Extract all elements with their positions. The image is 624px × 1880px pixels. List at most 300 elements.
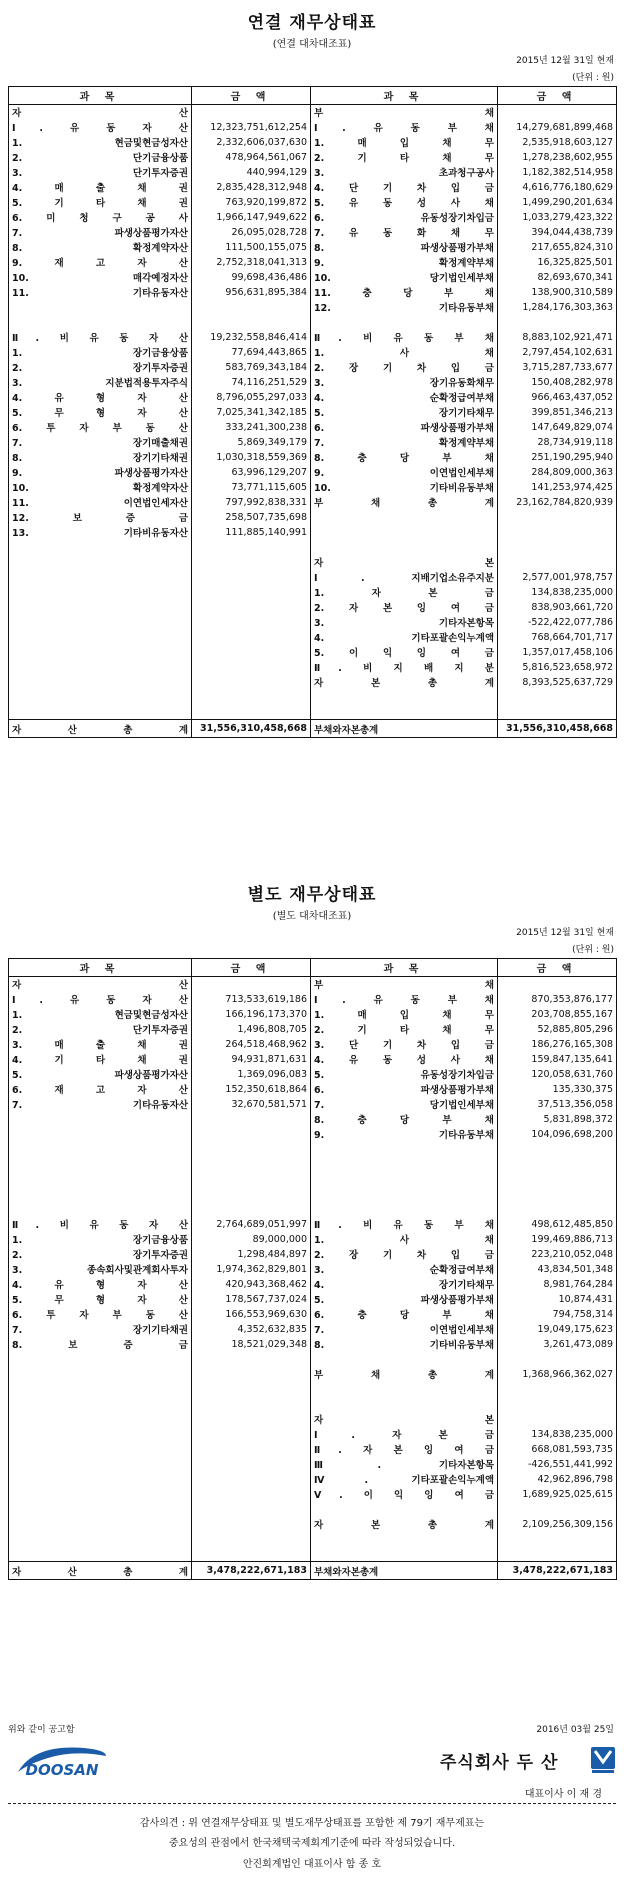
total-liab-equity-label: 부채와자본총계 xyxy=(311,1562,498,1580)
total-liab-equity-label: 부채와자본총계 xyxy=(311,720,498,738)
asset-account: Ⅱ. 비 유 동 자 산 xyxy=(9,1217,192,1232)
liab-amount: 134,838,235,000 xyxy=(531,586,613,598)
table-row xyxy=(9,1337,617,1352)
liab-account: 5. 장기기타채무 xyxy=(311,405,498,420)
header-account: 과 목 xyxy=(311,959,498,977)
liab-account: 11. 충 당 부 채 xyxy=(311,285,498,300)
liab-amount: 794,758,314 xyxy=(552,1308,613,1320)
liab-account: 3. 기타자본항목 xyxy=(311,615,498,630)
asset-amount: 166,553,969,630 xyxy=(192,1307,311,1322)
table-row xyxy=(9,1322,617,1337)
asset-account xyxy=(9,600,192,615)
liab-amount: 43,834,501,348 xyxy=(537,1263,613,1275)
table-row xyxy=(9,1412,617,1427)
table-row xyxy=(9,465,617,480)
asset-amount xyxy=(192,1187,311,1202)
table-row xyxy=(9,360,617,375)
liab-amount: 14,279,681,899,468 xyxy=(516,121,613,133)
liab-account: Ⅳ. 기타포괄손익누계액 xyxy=(311,1472,498,1487)
asset-amount xyxy=(192,105,311,120)
asset-account: 2. 장기투자증권 xyxy=(9,360,192,375)
table-row xyxy=(9,510,617,525)
asset-amount xyxy=(192,1397,311,1412)
total-liab-equity-value: 31,556,310,458,668 xyxy=(498,720,617,738)
header-account: 과 목 xyxy=(9,87,192,105)
consolidated-title: 연결 재무상태표 xyxy=(247,13,377,33)
header-account: 과 목 xyxy=(9,959,192,977)
asset-amount: 73,771,115,605 xyxy=(192,480,311,495)
table-row xyxy=(9,1247,617,1262)
asset-amount: 2,764,689,051,997 xyxy=(192,1217,311,1232)
asset-amount: 2,332,606,037,630 xyxy=(192,135,311,150)
table-row xyxy=(9,660,617,675)
asset-amount: 1,298,484,897 xyxy=(192,1247,311,1262)
liab-account xyxy=(311,540,498,555)
asset-amount: 1,369,096,083 xyxy=(192,1067,311,1082)
asset-account: 1. 현금및현금성자산 xyxy=(9,135,192,150)
liab-account: 4. 유 동 성 사 채 xyxy=(311,1052,498,1067)
liab-account: 부 채 xyxy=(311,105,498,120)
liab-account: 7. 유 동 화 채 무 xyxy=(311,225,498,240)
table-row xyxy=(9,1052,617,1067)
asset-account xyxy=(9,1457,192,1472)
asset-account: 3. 단기투자증권 xyxy=(9,165,192,180)
asset-amount: 420,943,368,462 xyxy=(192,1277,311,1292)
asset-account xyxy=(9,1397,192,1412)
liab-amount: 1,278,238,602,955 xyxy=(522,151,613,163)
table-row xyxy=(9,585,617,600)
liab-account: 7. 확정계약부채 xyxy=(311,435,498,450)
table-row xyxy=(9,435,617,450)
liab-account: 2. 기 타 채 무 xyxy=(311,1022,498,1037)
asset-amount: 89,000,000 xyxy=(192,1232,311,1247)
asset-account xyxy=(9,1427,192,1442)
separate-unit: (단위 : 원) xyxy=(572,945,614,955)
asset-amount: 178,567,737,024 xyxy=(192,1292,311,1307)
liab-account: 부 채 총 계 xyxy=(311,1367,498,1382)
liab-amount: 147,649,829,074 xyxy=(531,421,613,433)
header-amount: 금 액 xyxy=(498,959,617,977)
table-row xyxy=(9,1112,617,1127)
liab-account: 6. 파생상품평가부채 xyxy=(311,1082,498,1097)
asset-account xyxy=(9,630,192,645)
doosan-logo xyxy=(14,1742,110,1782)
liab-account: 6. 파생상품평가부채 xyxy=(311,420,498,435)
table-row xyxy=(9,105,617,120)
asset-account: 1. 장기금융상품 xyxy=(9,1232,192,1247)
table-row xyxy=(9,495,617,510)
liab-amount xyxy=(498,1532,617,1547)
asset-account: 8. 장기기타채권 xyxy=(9,450,192,465)
liab-account xyxy=(311,1142,498,1157)
table-row xyxy=(9,330,617,345)
liab-amount: 37,513,356,058 xyxy=(537,1098,613,1110)
asset-amount: 713,533,619,186 xyxy=(192,992,311,1007)
liab-account: 1. 자 본 금 xyxy=(311,585,498,600)
table-row xyxy=(9,1397,617,1412)
liab-amount: 399,851,346,213 xyxy=(531,406,613,418)
liab-account xyxy=(311,315,498,330)
liab-account: 자 본 xyxy=(311,555,498,570)
liab-amount: 5,816,523,658,972 xyxy=(522,661,613,673)
table-header-row xyxy=(9,959,617,977)
asset-account: 4. 기 타 채 권 xyxy=(9,1052,192,1067)
liab-account: 1. 매 입 채 무 xyxy=(311,1007,498,1022)
asset-amount xyxy=(192,1487,311,1502)
liab-account xyxy=(311,1172,498,1187)
liab-amount xyxy=(498,1397,617,1412)
liab-account: 5. 유동성장기차입금 xyxy=(311,1067,498,1082)
liab-amount xyxy=(498,510,617,525)
table-row xyxy=(9,705,617,720)
asset-account: 2. 단기투자증권 xyxy=(9,1022,192,1037)
liab-account: 9. 확정계약부채 xyxy=(311,255,498,270)
liab-amount: 1,033,279,423,322 xyxy=(522,211,613,223)
table-row xyxy=(9,1517,617,1532)
asset-account xyxy=(9,555,192,570)
liab-amount: 186,276,165,308 xyxy=(531,1038,613,1050)
table-row xyxy=(9,165,617,180)
asset-amount xyxy=(192,1547,311,1562)
asset-account: 6. 투 자 부 동 산 xyxy=(9,1307,192,1322)
liab-account: 7. 당기법인세부채 xyxy=(311,1097,498,1112)
table-row xyxy=(9,1097,617,1112)
audit-firm: 안진회계법인 대표이사 함 종 호 xyxy=(242,1859,382,1870)
asset-account xyxy=(9,1442,192,1457)
table-row xyxy=(9,1502,617,1517)
asset-account xyxy=(9,1112,192,1127)
asset-amount: 258,507,735,698 xyxy=(192,510,311,525)
liab-amount xyxy=(498,1172,617,1187)
asset-account: 9. 재 고 자 산 xyxy=(9,255,192,270)
liab-account: 6. 유동성장기차입금 xyxy=(311,210,498,225)
asset-account xyxy=(9,705,192,720)
asset-account: 3. 종속회사및관계회사투자 xyxy=(9,1262,192,1277)
audit-opinion-line-1: 감사의견 : 위 연결재무상태표 및 별도재무상태표를 포함한 제 79기 재무제표는 xyxy=(139,1818,485,1829)
table-row xyxy=(9,1367,617,1382)
table-row xyxy=(9,1202,617,1217)
asset-account: 8. 확정계약자산 xyxy=(9,240,192,255)
asset-amount: 74,116,251,529 xyxy=(192,375,311,390)
liab-account: 자 본 총 계 xyxy=(311,1517,498,1532)
asset-account: 7. 파생상품평가자산 xyxy=(9,225,192,240)
liab-account xyxy=(311,1502,498,1517)
liab-amount: 966,463,437,052 xyxy=(531,391,613,403)
liab-amount xyxy=(498,105,617,120)
liab-amount: 668,081,593,735 xyxy=(531,1443,613,1455)
table-row xyxy=(9,285,617,300)
table-row xyxy=(9,120,617,135)
asset-account xyxy=(9,1202,192,1217)
liab-account: 2. 장 기 차 입 금 xyxy=(311,360,498,375)
table-row xyxy=(9,300,617,315)
asset-amount: 4,352,632,835 xyxy=(192,1322,311,1337)
header-account: 과 목 xyxy=(311,87,498,105)
asset-account: 3. 지분법적용투자주식 xyxy=(9,375,192,390)
liab-amount: 3,261,473,089 xyxy=(543,1338,613,1350)
consolidated-date: 2015년 12월 31일 현재 xyxy=(516,56,614,66)
asset-account: 자 산 xyxy=(9,105,192,120)
liab-amount: 1,357,017,458,106 xyxy=(522,646,613,658)
liab-amount: 4,616,776,180,629 xyxy=(522,181,613,193)
liab-amount: 2,535,918,603,127 xyxy=(522,136,613,148)
table-row xyxy=(9,180,617,195)
consolidated-balance-table xyxy=(8,86,617,738)
table-row xyxy=(9,240,617,255)
table-row xyxy=(9,1037,617,1052)
liab-account: 8. 기타비유동부채 xyxy=(311,1337,498,1352)
liab-account: Ⅱ. 비 지 배 지 분 xyxy=(311,660,498,675)
liab-account xyxy=(311,705,498,720)
liab-amount: 2,577,001,978,757 xyxy=(522,571,613,583)
liab-account: 부 채 총 계 xyxy=(311,495,498,510)
header-amount: 금 액 xyxy=(192,959,311,977)
table-row xyxy=(9,1472,617,1487)
asset-amount xyxy=(192,977,311,992)
asset-amount xyxy=(192,1142,311,1157)
liab-amount: -426,551,441,992 xyxy=(527,1458,613,1470)
consolidated-subtitle: (연결 대차대조표) xyxy=(272,39,352,50)
table-row xyxy=(9,1217,617,1232)
asset-account xyxy=(9,675,192,690)
asset-amount: 77,694,443,865 xyxy=(192,345,311,360)
asset-account: 4. 유 형 자 산 xyxy=(9,1277,192,1292)
liab-amount: 134,838,235,000 xyxy=(531,1428,613,1440)
liab-amount: 1,368,966,362,027 xyxy=(522,1368,613,1380)
asset-amount xyxy=(192,1532,311,1547)
asset-amount: 32,670,581,571 xyxy=(192,1097,311,1112)
asset-amount: 166,196,173,370 xyxy=(192,1007,311,1022)
liab-account: 5. 유 동 성 사 채 xyxy=(311,195,498,210)
asset-account: 1. 현금및현금성자산 xyxy=(9,1007,192,1022)
separate-subtitle: (별도 대차대조표) xyxy=(272,911,352,922)
table-row xyxy=(9,225,617,240)
asset-account xyxy=(9,1412,192,1427)
table-row xyxy=(9,1277,617,1292)
asset-amount: 94,931,871,631 xyxy=(192,1052,311,1067)
table-row xyxy=(9,1307,617,1322)
liab-amount: 1,284,176,303,363 xyxy=(522,301,613,313)
liab-amount: 199,469,886,713 xyxy=(531,1233,613,1245)
asset-amount xyxy=(192,1457,311,1472)
table-row xyxy=(9,570,617,585)
asset-amount xyxy=(192,615,311,630)
table-row xyxy=(9,1082,617,1097)
liab-account: 12. 기타유동부채 xyxy=(311,300,498,315)
asset-amount xyxy=(192,1382,311,1397)
liab-account: Ⅰ. 자 본 금 xyxy=(311,1427,498,1442)
table-row xyxy=(9,1487,617,1502)
asset-amount xyxy=(192,1202,311,1217)
total-assets-label: 자 산 총 계 xyxy=(9,720,192,738)
liab-amount xyxy=(498,1187,617,1202)
asset-amount xyxy=(192,1112,311,1127)
asset-account: 10. 확정계약자산 xyxy=(9,480,192,495)
liab-amount xyxy=(498,1502,617,1517)
asset-amount xyxy=(192,690,311,705)
audit-opinion-line-2: 중요성의 관점에서 한국채택국제회계기준에 따라 작성되었습니다. xyxy=(168,1838,456,1849)
asset-amount: 26,095,028,728 xyxy=(192,225,311,240)
asset-amount: 2,752,318,041,313 xyxy=(192,255,311,270)
table-row xyxy=(9,195,617,210)
liab-amount xyxy=(498,1352,617,1367)
liab-account: Ⅰ. 유 동 부 채 xyxy=(311,992,498,1007)
table-row xyxy=(9,1547,617,1562)
table-row xyxy=(9,390,617,405)
liab-account: 9. 기타유동부채 xyxy=(311,1127,498,1142)
asset-amount xyxy=(192,315,311,330)
asset-account xyxy=(9,1532,192,1547)
liab-account xyxy=(311,1202,498,1217)
asset-amount: 1,974,362,829,801 xyxy=(192,1262,311,1277)
liab-account: 2. 기 타 채 무 xyxy=(311,150,498,165)
asset-amount xyxy=(192,570,311,585)
asset-account xyxy=(9,1367,192,1382)
asset-amount: 1,030,318,559,369 xyxy=(192,450,311,465)
divider-dashed xyxy=(8,1803,616,1804)
table-row xyxy=(9,255,617,270)
total-row xyxy=(9,720,617,738)
liab-account: 3. 장기유동화채무 xyxy=(311,375,498,390)
asset-amount: 1,496,808,705 xyxy=(192,1022,311,1037)
asset-account: 자 산 xyxy=(9,977,192,992)
liab-amount: 217,655,824,310 xyxy=(531,241,613,253)
liab-amount: 870,353,876,177 xyxy=(531,993,613,1005)
table-row xyxy=(9,1457,617,1472)
asset-account xyxy=(9,1187,192,1202)
asset-account: 5. 무 형 자 산 xyxy=(9,1292,192,1307)
table-row xyxy=(9,540,617,555)
asset-amount: 18,521,029,348 xyxy=(192,1337,311,1352)
table-row xyxy=(9,315,617,330)
liab-amount xyxy=(498,1382,617,1397)
asset-amount xyxy=(192,600,311,615)
asset-amount: 763,920,199,872 xyxy=(192,195,311,210)
liab-amount xyxy=(498,555,617,570)
total-assets-label: 자 산 총 계 xyxy=(9,1562,192,1580)
asset-amount xyxy=(192,585,311,600)
liab-amount: 19,049,175,623 xyxy=(537,1323,613,1335)
asset-account: 8. 보 증 금 xyxy=(9,1337,192,1352)
liab-account: 4. 기타포괄손익누계액 xyxy=(311,630,498,645)
asset-account xyxy=(9,540,192,555)
liab-account: 10. 당기법인세부채 xyxy=(311,270,498,285)
liab-amount: 768,664,701,717 xyxy=(531,631,613,643)
liab-account xyxy=(311,1187,498,1202)
liab-account: 4. 순확정급여부채 xyxy=(311,390,498,405)
asset-account: 11. 기타유동자산 xyxy=(9,285,192,300)
asset-amount xyxy=(192,1157,311,1172)
asset-account: 3. 매 출 채 권 xyxy=(9,1037,192,1052)
liab-amount xyxy=(498,1412,617,1427)
asset-account: Ⅰ. 유 동 자 산 xyxy=(9,992,192,1007)
liab-account xyxy=(311,1547,498,1562)
liab-account: 5. 이 익 잉 여 금 xyxy=(311,645,498,660)
liab-amount: 498,612,485,850 xyxy=(531,1218,613,1230)
table-row xyxy=(9,1007,617,1022)
table-row xyxy=(9,675,617,690)
asset-account: 6. 투 자 부 동 산 xyxy=(9,420,192,435)
asset-account xyxy=(9,1517,192,1532)
logo-text: DOOSAN xyxy=(25,1761,99,1779)
liab-amount xyxy=(498,1202,617,1217)
liab-account: 7. 이연법인세부채 xyxy=(311,1322,498,1337)
liab-amount: 82,693,670,341 xyxy=(537,271,613,283)
liab-amount: 150,408,282,978 xyxy=(531,376,613,388)
notice-date: 2016년 03월 25일 xyxy=(536,1725,614,1735)
asset-account: 4. 유 형 자 산 xyxy=(9,390,192,405)
asset-account xyxy=(9,1547,192,1562)
liab-amount: 28,734,919,118 xyxy=(537,436,613,448)
liab-account xyxy=(311,525,498,540)
asset-amount: 152,350,618,864 xyxy=(192,1082,311,1097)
asset-amount: 264,518,468,962 xyxy=(192,1037,311,1052)
asset-amount xyxy=(192,705,311,720)
asset-account xyxy=(9,1472,192,1487)
liab-amount: 223,210,052,048 xyxy=(531,1248,613,1260)
asset-amount: 111,885,140,991 xyxy=(192,525,311,540)
liab-amount: 42,962,896,798 xyxy=(537,1473,613,1485)
asset-amount xyxy=(192,1502,311,1517)
liab-amount xyxy=(498,525,617,540)
liab-account: Ⅱ. 비 유 동 부 채 xyxy=(311,1217,498,1232)
asset-account xyxy=(9,1142,192,1157)
liab-amount: 135,330,375 xyxy=(552,1083,613,1095)
liab-amount xyxy=(498,540,617,555)
liab-amount: 203,708,855,167 xyxy=(531,1008,613,1020)
asset-amount: 7,025,341,342,185 xyxy=(192,405,311,420)
liab-account: 부 채 xyxy=(311,977,498,992)
liab-amount: 251,190,295,940 xyxy=(531,451,613,463)
asset-amount xyxy=(192,675,311,690)
asset-amount: 19,232,558,846,414 xyxy=(192,330,311,345)
liab-account: 3. 초과청구공사 xyxy=(311,165,498,180)
liab-amount: 141,253,974,425 xyxy=(531,481,613,493)
table-row xyxy=(9,645,617,660)
asset-amount: 63,996,129,207 xyxy=(192,465,311,480)
asset-account: 13. 기타비유동자산 xyxy=(9,525,192,540)
company-name: 주식회사 두 산 xyxy=(440,1753,559,1773)
asset-amount xyxy=(192,660,311,675)
asset-amount xyxy=(192,540,311,555)
asset-account xyxy=(9,585,192,600)
asset-amount: 797,992,838,331 xyxy=(192,495,311,510)
liab-amount: -522,422,077,786 xyxy=(527,616,613,628)
table-row xyxy=(9,1427,617,1442)
table-row xyxy=(9,1127,617,1142)
asset-account xyxy=(9,1502,192,1517)
asset-account xyxy=(9,1382,192,1397)
asset-amount xyxy=(192,555,311,570)
asset-amount: 956,631,895,384 xyxy=(192,285,311,300)
liab-amount: 284,809,000,363 xyxy=(531,466,613,478)
asset-account: 12. 보 증 금 xyxy=(9,510,192,525)
liab-amount: 16,325,825,501 xyxy=(537,256,613,268)
header-amount: 금 액 xyxy=(498,87,617,105)
liab-amount: 52,885,805,296 xyxy=(537,1023,613,1035)
company-mark-icon xyxy=(590,1746,616,1774)
asset-account: 5. 무 형 자 산 xyxy=(9,405,192,420)
header-amount: 금 액 xyxy=(192,87,311,105)
table-row xyxy=(9,690,617,705)
liab-account: Ⅴ. 이 익 잉 여 금 xyxy=(311,1487,498,1502)
liab-account xyxy=(311,690,498,705)
liab-amount: 1,182,382,514,958 xyxy=(522,166,613,178)
liab-amount: 120,058,631,760 xyxy=(531,1068,613,1080)
liab-account xyxy=(311,1157,498,1172)
asset-amount xyxy=(192,1517,311,1532)
liab-amount: 3,715,287,733,677 xyxy=(522,361,613,373)
